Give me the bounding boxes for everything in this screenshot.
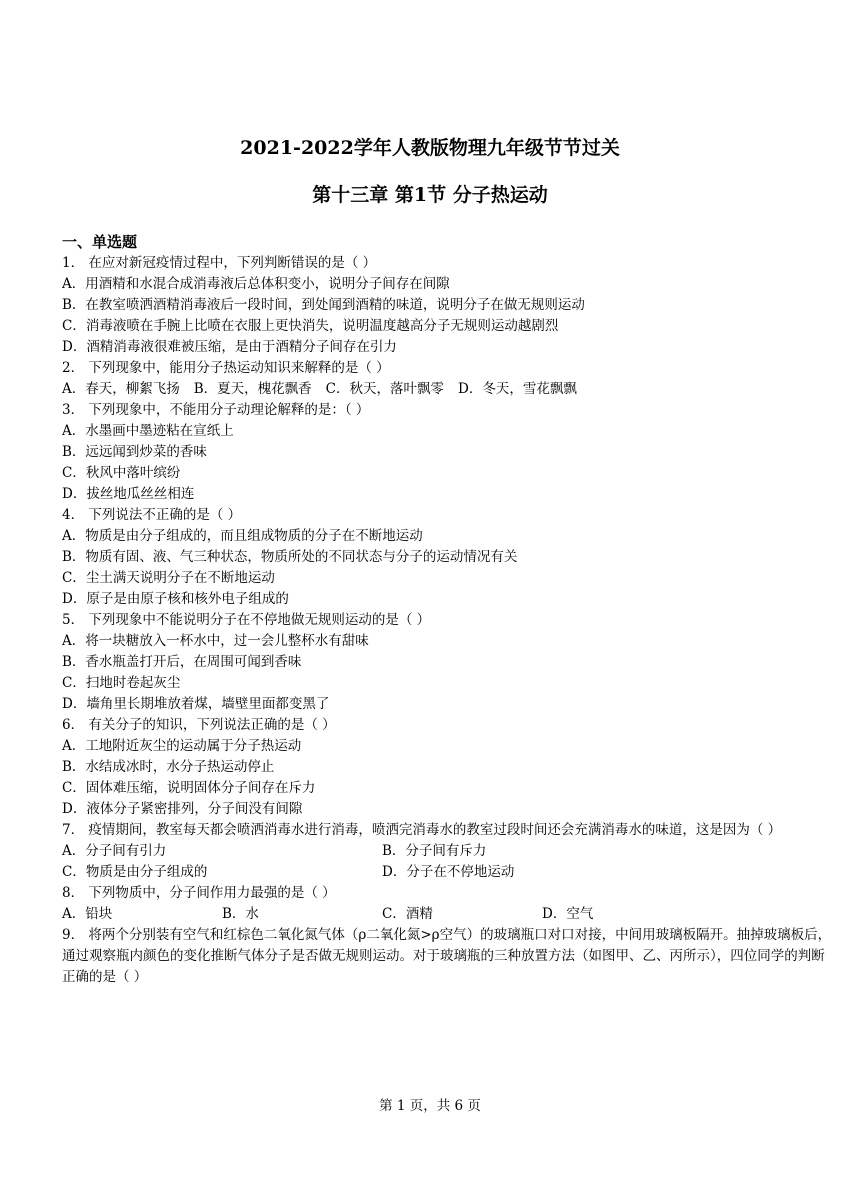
question-2-option-a: A．春天，柳絮飞扬 [62, 381, 180, 397]
question-1-stem: 1． 在应对新冠疫情过程中，下列判断错误的是（ ） [62, 255, 377, 271]
question-6-option-d: D．液体分子紧密排列，分子间没有间隙 [62, 801, 303, 817]
question-4-stem: 4． 下列说法不正确的是（ ） [62, 507, 242, 523]
document-title: 2021-2022学年人教版物理九年级节节过关 [240, 137, 620, 159]
question-9-stem: 9． 将两个分别装有空气和红棕色二氧化氮气体（ρ二氧化氮>ρ空气）的玻璃瓶口对口对接，中间用玻璃板隔开。抽掉玻璃板后，通过观察瓶内颜色的变化推断气体分子是否做无规则运动。对于玻璃瓶的三种放置方法（如图甲、乙、丙所示），四位同学的判断正确的是（ ） [62, 927, 832, 985]
question-2-option-b: B．夏天，槐花飘香 [193, 381, 312, 397]
question-2-stem: 2． 下列现象中，能用分子热运动知识来解释的是（ ） [62, 360, 390, 376]
question-1-option-d: D．酒精消毒液很难被压缩，是由于酒精分子间存在引力 [62, 339, 397, 355]
question-6-option-b: B．水结成冰时，水分子热运动停止 [62, 759, 275, 775]
question-7-options-row-1 [62, 841, 838, 862]
question-4-option-d: D．原子是由原子核和核外电子组成的 [62, 591, 289, 607]
question-6-option-a: A．工地附近灰尘的运动属于分子热运动 [62, 738, 302, 754]
question-8-option-c: C．酒精 [382, 906, 433, 922]
question-5-option-d: D．墙角里长期堆放着煤，墙壁里面都变黑了 [62, 696, 330, 712]
question-2-option-c: C．秋天，落叶飘零 [325, 381, 445, 397]
question-8-stem: 8． 下列物质中，分子间作用力最强的是（ ） [62, 885, 336, 901]
question-3-option-b: B．远远闻到炒菜的香味 [62, 444, 207, 460]
question-7-option-b: B．分子间有斥力 [382, 843, 487, 859]
question-4-option-c: C．尘土满天说明分子在不断地运动 [62, 570, 275, 586]
question-1-option-a: A．用酒精和水混合成消毒液后总体积变小，说明分子间存在间隙 [62, 276, 450, 292]
question-8-option-b: B．水 [222, 906, 259, 922]
question-5-option-a: A．将一块糖放入一杯水中，过一会儿整杯水有甜味 [62, 633, 369, 649]
question-7-option-c: C．物质是由分子组成的 [62, 864, 208, 880]
question-7-options-row-2 [62, 862, 838, 883]
question-1-option-b: B．在教室喷洒酒精消毒液后一段时间，到处闻到酒精的味道，说明分子在做无规则运动 [62, 297, 585, 313]
question-3-option-c: C．秋风中落叶缤纷 [62, 465, 181, 481]
question-4-option-a: A．物质是由分子组成的，而且组成物质的分子在不断地运动 [62, 528, 423, 544]
question-4-option-b: B．物质有固、液、气三种状态，物质所处的不同状态与分子的运动情况有关 [62, 549, 518, 565]
chapter-subtitle: 第十三章 第1节 分子热运动 [312, 184, 548, 206]
question-7-option-a: A．分子间有引力 [62, 843, 167, 859]
question-3-stem: 3． 下列现象中，不能用分子动理论解释的是：（ ） [62, 402, 370, 418]
question-5-option-b: B．香水瓶盖打开后，在周围可闻到香味 [62, 654, 302, 670]
question-8-options [62, 904, 838, 925]
question-6-option-c: C．固体难压缩，说明固体分子间存在斥力 [62, 780, 316, 796]
question-3-option-d: D．拔丝地瓜丝丝相连 [62, 486, 195, 502]
question-7-stem: 7． 疫情期间，教室每天都会喷洒消毒水进行消毒，喷洒完消毒水的教室过段时间还会充满消毒水的味道，这是因为（ ） [62, 822, 782, 838]
question-list [62, 253, 838, 988]
question-5-stem: 5． 下列现象中不能说明分子在不停地做无规则运动的是（ ） [62, 612, 431, 628]
section-heading: 一、单选题 [62, 233, 138, 251]
question-2-option-d: D．冬天，雪花飘飘 [458, 381, 577, 397]
question-1-option-c: C．消毒液喷在手腕上比喷在衣服上更快消失，说明温度越高分子无规则运动越剧烈 [62, 318, 559, 334]
question-5-option-c: C．扫地时卷起灰尘 [62, 675, 181, 691]
question-7-option-d: D．分子在不停地运动 [382, 864, 515, 880]
page-footer: 第 1 页，共 6 页 [379, 1098, 481, 1114]
question-6-stem: 6． 有关分子的知识，下列说法正确的是（ ） [62, 717, 336, 733]
question-2-options [62, 379, 838, 400]
question-8-option-a: A．铅块 [62, 906, 113, 922]
question-8-option-d: D．空气 [542, 906, 594, 922]
question-3-option-a: A．水墨画中墨迹粘在宣纸上 [62, 423, 234, 439]
